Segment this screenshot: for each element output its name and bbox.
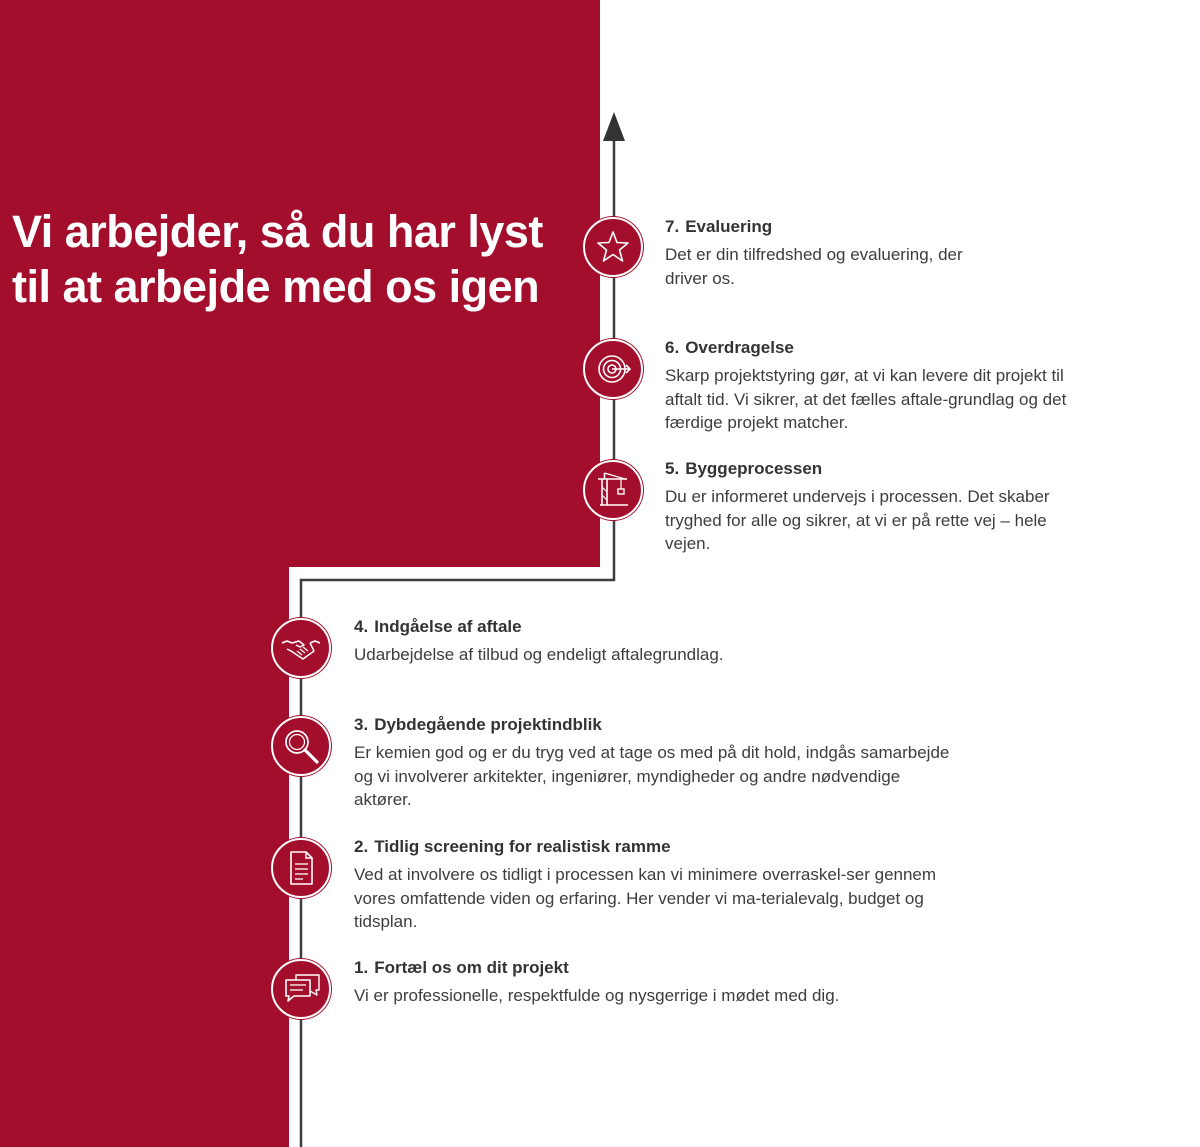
magnifier-icon [271, 716, 331, 776]
step-3 [354, 714, 954, 812]
step-description: Er kemien god og er du tryg ved at tage os med på dit hold, indgås samarbejde og vi involverer arkitekter, ingeniører, myndigheder og andre nødvendige aktører. [354, 743, 950, 809]
step-description: Det er din tilfredshed og evaluering, der driver os. [665, 245, 963, 288]
step-title: 1. Fortæl os om dit projekt [354, 958, 569, 977]
handshake-icon [271, 618, 331, 678]
step-description: Udarbejdelse af tilbud og endeligt aftalegrundlag. [354, 645, 724, 664]
chat-icon [271, 959, 331, 1019]
star-icon [583, 217, 643, 277]
step-6 [665, 337, 1095, 435]
step-description: Skarp projektstyring gør, at vi kan levere dit projekt til aftalt tid. Vi sikrer, at det fælles aftale-grundlag og det færdige projekt matcher. [665, 366, 1067, 432]
arrow-head-icon [603, 112, 625, 141]
document-icon [271, 838, 331, 898]
step-title: 5. Byggeprocessen [665, 459, 823, 478]
step-description: Du er informeret undervejs i processen. Det skaber tryghed for alle og sikrer, at vi er på rette vej – hele vejen. [665, 487, 1050, 553]
step-title: 4. Indgåelse af aftale [354, 617, 522, 636]
step-description: Vi er professionelle, respektfulde og nysgerrige i mødet med dig. [354, 986, 840, 1005]
target-icon [583, 339, 643, 399]
step-5 [665, 458, 1065, 556]
step-description: Ved at involvere os tidligt i processen kan vi minimere overraskel-ser gennem vores omfattende viden og erfaring. Her vender vi ma-terialevalg, budget og tidsplan. [354, 865, 937, 931]
step-1 [354, 957, 974, 1008]
step-4 [354, 616, 834, 667]
step-title: 6. Overdragelse [665, 338, 794, 357]
step-2 [354, 836, 954, 934]
step-7 [665, 216, 995, 290]
headline: Vi arbejder, så du har lyst til at arbejde med os igen [12, 206, 543, 312]
step-title: 3. Dybdegående projektindblik [354, 715, 602, 734]
step-title: 7. Evaluering [665, 217, 773, 236]
step-title: 2. Tidlig screening for realistisk ramme [354, 837, 671, 856]
crane-icon [583, 460, 643, 520]
